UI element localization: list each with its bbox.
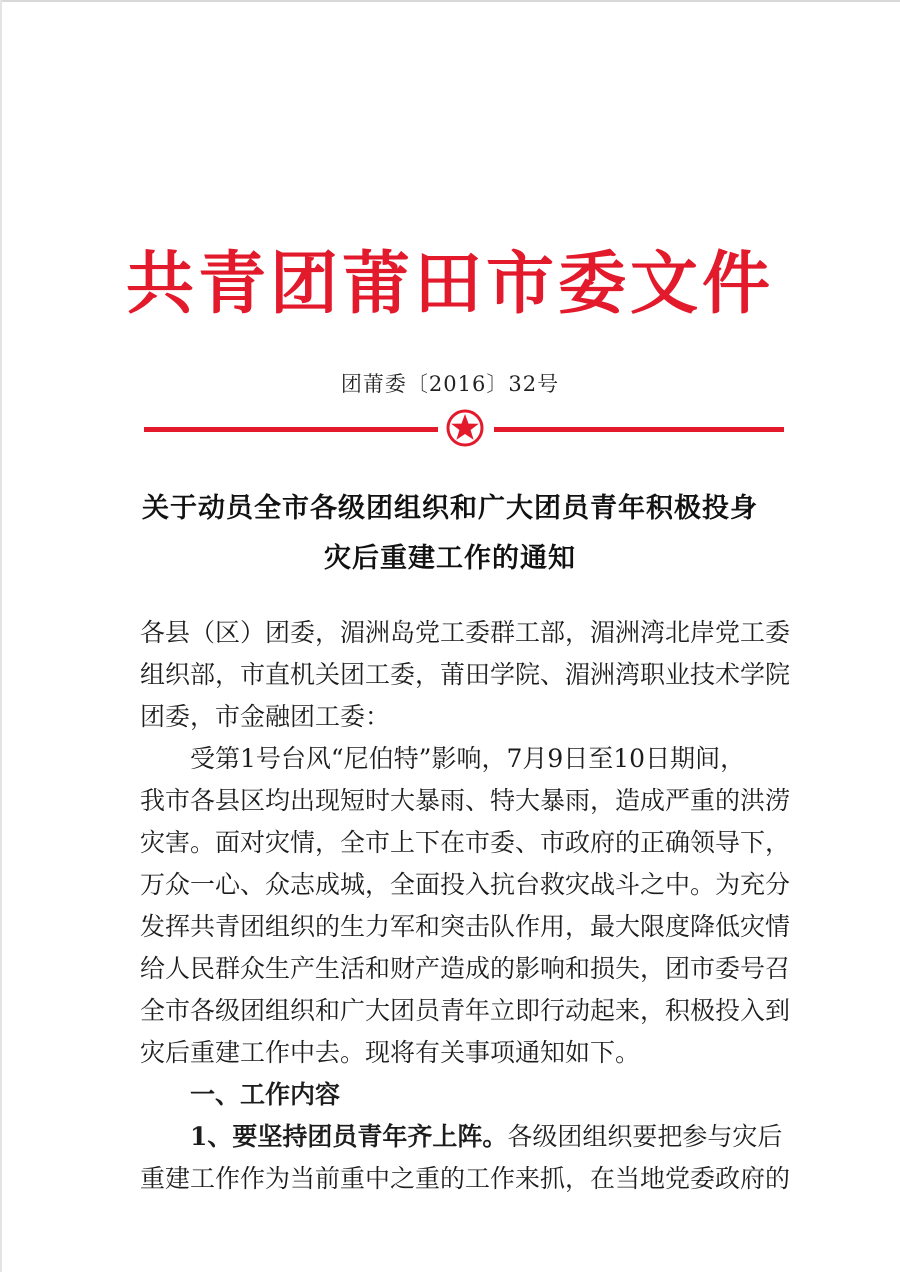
- recipients-line: 各县（区）团委，湄洲岛党工委群工部，湄洲湾北岸党工委: [140, 618, 791, 647]
- notice-title-line1: 关于动员全市各级团组织和广大团员青年积极投身: [142, 493, 758, 524]
- item-line: [140, 1116, 783, 1158]
- red-divider: [144, 420, 784, 440]
- page-edge: [0, 0, 900, 2]
- document-number: 团莆委〔2016〕32号: [340, 372, 560, 396]
- paragraph-line: 发挥共青团组织的生力军和突击队作用，最大限度降低灾情: [140, 912, 791, 941]
- section-heading: 一、工作内容: [190, 1080, 341, 1109]
- page-edge-left: [0, 0, 2, 1272]
- paragraph-line: 给人民群众生产生活和财产造成的影响和损失，团市委号召: [140, 954, 791, 983]
- notice-body: [140, 612, 791, 1200]
- paragraph-line: 灾害。面对灾情，全市上下在市委、市政府的正确领导下，: [140, 828, 791, 857]
- item-lead: 1、要坚持团员青年齐上阵。: [190, 1122, 508, 1151]
- document-header-title: 共青团莆田市委文件: [125, 245, 774, 324]
- red-star-icon: [445, 408, 485, 448]
- recipients-line: 组织部，市直机关团工委，莆田学院、湄洲湾职业技术学院: [140, 660, 791, 689]
- item-line: 重建工作作为当前重中之重的工作来抓，在当地党委政府的: [140, 1164, 791, 1193]
- item-text: 各级团组织要把参与灾后: [507, 1122, 783, 1151]
- paragraph-line: 全市各级团组织和广大团员青年立即行动起来，积极投入到: [140, 996, 791, 1025]
- notice-title-line2: 灾后重建工作的通知: [324, 543, 576, 574]
- paragraph-line: 灾后重建工作中去。现将有关事项通知如下。: [140, 1038, 641, 1067]
- divider-rule-left: [144, 427, 438, 432]
- paragraph-line: 受第1号台风“尼伯特”影响，7月9日至10日期间，: [190, 744, 746, 773]
- paragraph-line: 我市各县区均出现短时大暴雨、特大暴雨，造成严重的洪涝: [140, 786, 791, 815]
- paragraph-line: 万众一心、众志成城，全面投入抗台救灾战斗之中。为充分: [140, 870, 791, 899]
- divider-rule-right: [494, 427, 784, 432]
- recipients-line: 团委，市金融团工委：: [140, 702, 391, 731]
